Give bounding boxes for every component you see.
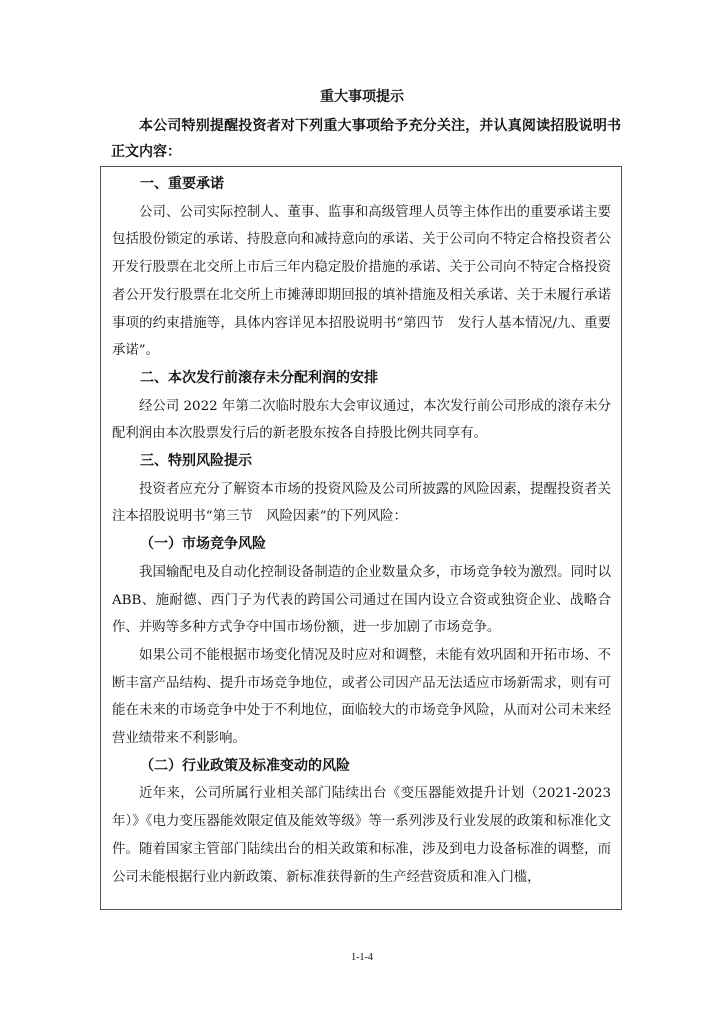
section-heading-risk-notice: 三、特别风险提示 xyxy=(140,453,252,470)
summary-box-content xyxy=(112,171,611,891)
page-number: 1-1-4 xyxy=(351,952,373,963)
page-title: 重大事项提示 xyxy=(320,89,404,105)
risk-notice-paragraph: 投资者应充分了解资本市场的投资风险及公司所披露的风险因素，提醒投资者关注本招股说明书“第三节 风险因素”的下列风险： xyxy=(112,481,611,525)
market-competition-paragraph-2: 如果公司不能根据市场变化情况及时应对和调整，未能有效巩固和开拓市场、不断丰富产品结构、提升市场竞争地位，或者公司因产品无法适应市场新需求，则有可能在未来的市场竞争中处于不利地位，面临较大的市场竞争风险，从而对公司未来经营业绩带来不利影响。 xyxy=(112,647,611,747)
subsection-heading-policy-standards: （二）行业政策及标准变动的风险 xyxy=(140,757,350,774)
market-competition-paragraph-1: 我国输配电及自动化控制设备制造的企业数量众多，市场竞争较为激烈。同时以 ABB、施耐德、西门子为代表的跨国公司通过在国内设立合资或独资企业、战略合作、并购等多种方式争夺中国市场份额，进一步加剧了市场竞争。 xyxy=(112,564,611,636)
section-heading-retained-profit: 二、本次发行前滚存未分配利润的安排 xyxy=(140,369,378,386)
subsection-heading-market-competition: （一）市场竞争风险 xyxy=(140,536,266,553)
section-heading-commitments: 一、重要承诺 xyxy=(140,176,224,192)
policy-standards-paragraph: 近年来，公司所属行业相关部门陆续出台《变压器能效提升计划（2021-2023 年）》《电力变压器能效限定值及能效等级》等一系列涉及行业发展的政策和标准化文件。随着国家主管部门陆续出台的相关政策和标准，涉及到电力设备标准的调整，而公司未能根据行业内新政策、新标准获得新的生产经营资质和准入门槛， xyxy=(112,786,611,885)
retained-profit-paragraph: 经公司 2022 年第二次临时股东大会审议通过，本次发行前公司形成的滚存未分配利润由本次股票发行后的新老股东按各自持股比例共同享有。 xyxy=(112,398,611,442)
commitments-paragraph: 公司、公司实际控制人、董事、监事和高级管理人员等主体作出的重要承诺主要包括股份锁定的承诺、持股意向和减持意向的承诺、关于公司向不特定合格投资者公开发行股票在北交所上市后三年内稳定股价措施的承诺、关于公司向不特定合格投资者公开发行股票在北交所上市摊薄即期回报的填补措施及相关承诺、关于未履行承诺事项的约束措施等，具体内容详见本招股说明书“第四节 发行人基本情况/九、重要承诺”。 xyxy=(112,204,611,359)
intro-paragraph: 本公司特别提醒投资者对下列重大事项给予充分关注，并认真阅读招股说明书正文内容： xyxy=(111,118,621,160)
summary-box xyxy=(100,166,622,910)
